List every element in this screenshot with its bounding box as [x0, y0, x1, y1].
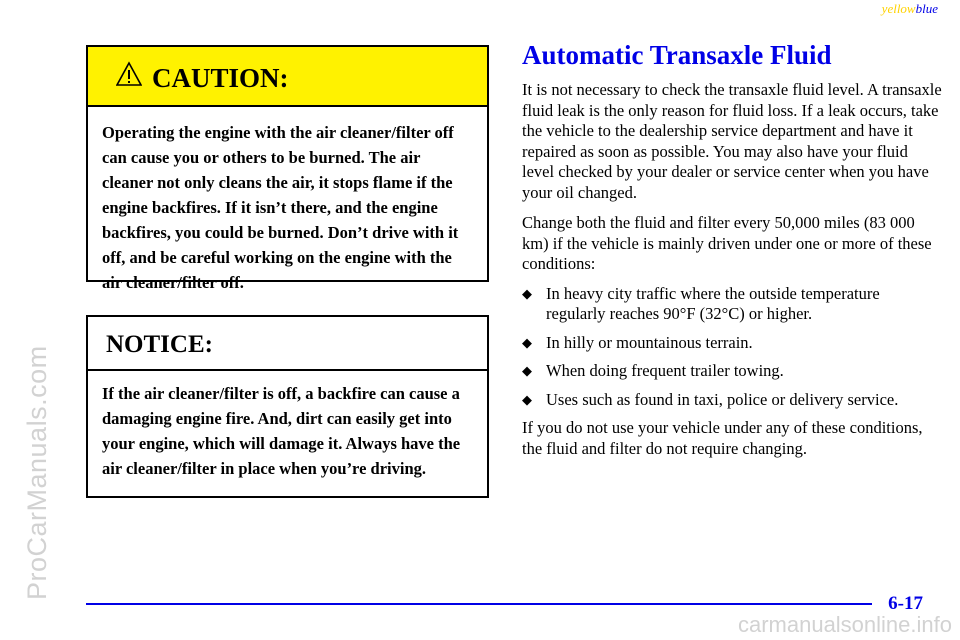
notice-text: If the air cleaner/filter is off, a backfire can cause a damaging engine fire. And, dirt can easily get into your engine, which will damage it. Always have the air cleaner/filter in place when you’re driving.	[102, 384, 461, 478]
caution-box	[86, 45, 489, 292]
bottom-watermark: carmanualsonline.info	[737, 612, 952, 637]
diamond-bullet-icon: ◆	[522, 334, 532, 350]
list-item-text: In hilly or mountainous terrain.	[546, 332, 753, 352]
paragraph-change-interval: Change both the fluid and filter every 50,000 miles (83 000 km) if the vehicle is mainly driven under one or more of these conditions:	[522, 213, 932, 273]
caution-text: Operating the engine with the air cleaner/filter off can cause you or others to be burned. The air cleaner not only cleans the air, it stops flame if the engine backfires. If it isn’t there, and the engine backfires, you could be burned. Don’t drive with it off, and be careful working on the engine with the air cleaner/filter off.	[102, 123, 459, 292]
side-watermark: ProCarManuals.com	[22, 345, 52, 600]
caution-title: CAUTION:	[152, 62, 289, 93]
conditions-list	[522, 284, 942, 411]
list-item	[522, 361, 942, 382]
list-item	[522, 284, 942, 325]
notice-box	[86, 315, 489, 498]
list-item	[522, 390, 942, 411]
notice-title: NOTICE:	[106, 330, 213, 358]
warning-triangle-icon	[116, 61, 142, 87]
color-separation-tag	[882, 1, 938, 17]
transaxle-section	[522, 38, 942, 459]
footer-rule	[86, 603, 872, 605]
diamond-bullet-icon: ◆	[522, 285, 532, 301]
list-item	[522, 333, 942, 354]
diamond-bullet-icon: ◆	[522, 363, 532, 378]
notice-header	[88, 317, 487, 371]
list-item-text: When doing frequent trailer towing.	[546, 361, 784, 380]
diamond-bullet-icon: ◆	[522, 391, 532, 407]
page-number: 6-17	[888, 593, 923, 614]
list-item-text: Uses such as found in taxi, police or delivery service.	[546, 389, 899, 409]
color-tag-yellow: yellow	[881, 1, 916, 16]
list-item-text: In heavy city traffic where the outside temperature regularly reaches 90°F (32°C) or higher.	[546, 283, 880, 323]
caution-header	[88, 47, 487, 107]
paragraph-fluid-check: It is not necessary to check the transaxle fluid level. A transaxle fluid leak is the only reason for fluid loss. If a leak occurs, take the vehicle to the dealership service department and have it repaired as soon as possible. You may also have your fluid level checked by your dealer or service center when you have your oil changed.	[522, 80, 942, 202]
section-heading: Automatic Transaxle Fluid	[522, 40, 832, 70]
color-tag-blue: blue	[915, 1, 938, 16]
paragraph-no-change: If you do not use your vehicle under any of these conditions, the fluid and filter do not require changing.	[522, 418, 923, 458]
